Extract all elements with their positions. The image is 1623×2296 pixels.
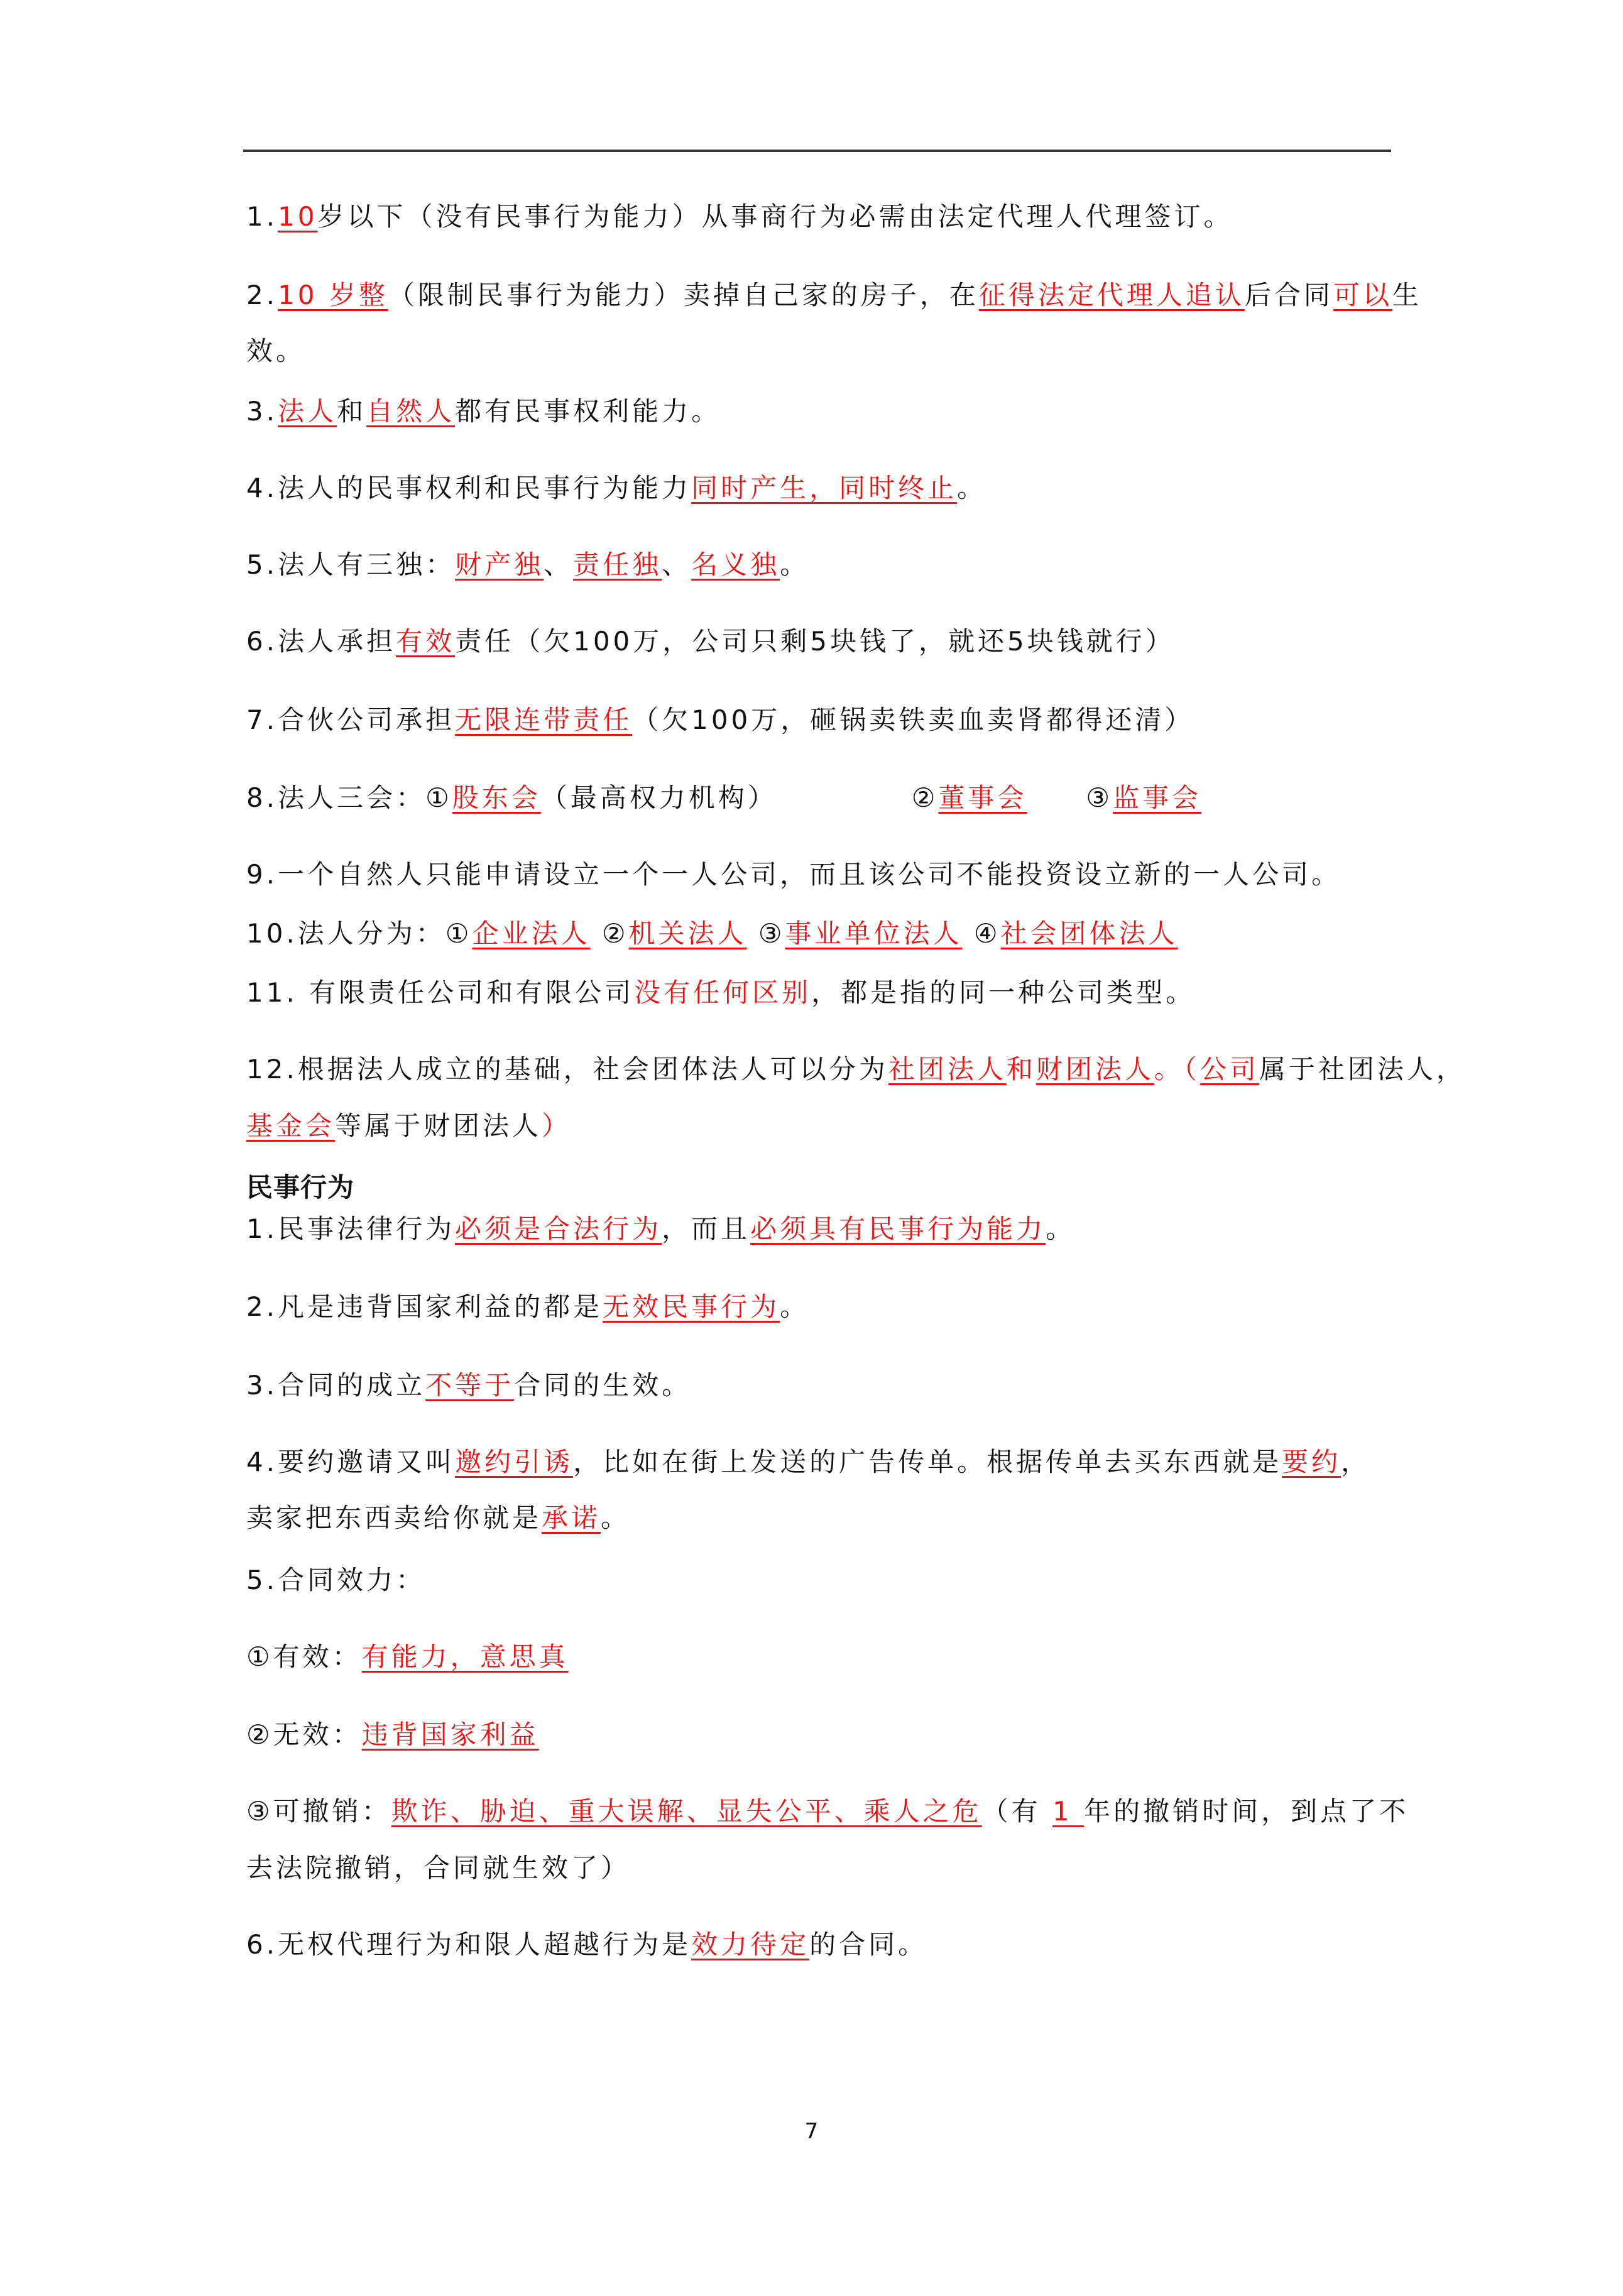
text-segment: 6.法人承担 xyxy=(246,626,396,657)
text-segment: （最高权力机构） ② xyxy=(540,782,939,813)
highlighted-answer: 同时产生，同时终止 xyxy=(691,473,958,503)
text-line xyxy=(246,394,721,429)
highlighted-answer: 效力待定 xyxy=(691,1929,810,1960)
text-line xyxy=(246,547,809,582)
text-segment: ②无效： xyxy=(246,1719,362,1750)
text-segment: 2. xyxy=(246,280,278,310)
text-segment: 后合同 xyxy=(1244,280,1333,310)
text-segment: 8.法人三会：① xyxy=(246,782,452,813)
highlighted-answer: 责任独 xyxy=(573,549,662,580)
highlighted-answer: 财团法人 xyxy=(1036,1054,1154,1085)
text-segment: 属于社团法人， xyxy=(1259,1054,1466,1085)
text-segment: 年的撤销时间，到点了不 xyxy=(1084,1796,1409,1827)
text-segment: ， xyxy=(1341,1446,1371,1477)
highlighted-answer: 公司 xyxy=(1199,1054,1259,1085)
text-line xyxy=(246,1445,1370,1480)
highlighted-answer: 监事会 xyxy=(1113,782,1202,813)
highlighted-answer: 无限连带责任 xyxy=(455,704,633,735)
highlighted-answer: 企业法人 xyxy=(472,918,591,949)
highlighted-answer: 欺诈、胁迫、重大误解、显失公平、乘人之危 xyxy=(391,1796,982,1827)
highlighted-answer: 自然人 xyxy=(366,396,456,427)
text-line xyxy=(246,1794,1409,1829)
text-line xyxy=(246,1563,425,1598)
text-segment: 合同的生效。 xyxy=(514,1370,692,1401)
text-line xyxy=(246,1850,630,1886)
highlighted-answer: 机关法人 xyxy=(628,918,747,949)
text-line xyxy=(246,1501,630,1536)
highlighted-answer: 名义独 xyxy=(691,549,780,580)
highlighted-answer: 有能力，意思真 xyxy=(361,1641,569,1672)
text-segment: 卖家把东西卖给你就是 xyxy=(246,1502,542,1533)
text-segment: 生 xyxy=(1392,280,1422,310)
text-segment: 都有民事权利能力。 xyxy=(455,396,721,427)
text-line xyxy=(246,1211,1075,1247)
text-line xyxy=(246,1108,571,1144)
text-segment: ④ xyxy=(962,918,1001,949)
text-segment: 4.法人的民事权利和民事行为能力 xyxy=(246,473,692,503)
text-segment: 。 xyxy=(780,1291,810,1322)
text-segment: ③ xyxy=(1027,782,1113,813)
highlighted-answer: 事业单位法人 xyxy=(785,918,963,949)
highlighted-answer: 财产独 xyxy=(455,549,544,580)
text-line xyxy=(246,624,1175,659)
page-number: 7 xyxy=(804,2119,819,2144)
text-segment: 等属于财团法人 xyxy=(335,1110,542,1141)
text-segment: （欠100万，砸锅卖铁卖血卖肾都得还清） xyxy=(632,704,1194,735)
header-rule xyxy=(243,150,1391,152)
highlighted-answer: 要约 xyxy=(1282,1446,1342,1477)
text-segment: 10.法人分为：① xyxy=(246,918,473,949)
text-segment: ③ xyxy=(746,918,785,949)
text-segment: ，都是指的同一种公司类型。 xyxy=(811,977,1196,1008)
highlighted-answer: 和 xyxy=(1006,1054,1036,1085)
highlighted-answer: 董事会 xyxy=(938,782,1027,813)
highlighted-answer: 邀约引诱 xyxy=(455,1446,574,1477)
text-segment: 。 xyxy=(780,549,810,580)
text-segment: 。 xyxy=(1046,1213,1076,1244)
text-segment: 、 xyxy=(544,549,574,580)
highlighted-answer: 可以 xyxy=(1333,280,1392,310)
text-segment: 12.根据法人成立的基础，社会团体法人可以分为 xyxy=(246,1054,888,1085)
text-segment: 11. 有限责任公司和有限公司 xyxy=(246,977,635,1008)
text-segment: 责任（欠100万，公司只剩5块钱了，就还5块钱就行） xyxy=(455,626,1175,657)
highlighted-answer: 承诺 xyxy=(542,1502,601,1533)
text-line xyxy=(246,857,1341,892)
text-segment: ①有效： xyxy=(246,1641,362,1672)
text-line xyxy=(246,334,305,369)
highlighted-answer: 没有任何区别 xyxy=(634,977,812,1008)
highlighted-answer: 10 岁整 xyxy=(278,280,388,310)
text-segment: 。 xyxy=(601,1502,631,1533)
text-segment: 5.法人有三独： xyxy=(246,549,456,580)
text-line xyxy=(246,1368,691,1403)
text-segment: 3.合同的成立 xyxy=(246,1370,426,1401)
text-segment: ② xyxy=(590,918,629,949)
highlighted-answer: 无效民事行为 xyxy=(603,1291,780,1322)
text-segment: 和 xyxy=(337,396,367,427)
text-line xyxy=(246,916,1178,951)
highlighted-answer: 基金会 xyxy=(246,1110,336,1141)
text-line xyxy=(246,278,1422,313)
text-segment: （限制民事行为能力）卖掉自己家的房子，在 xyxy=(388,280,979,310)
text-line xyxy=(246,199,1233,234)
highlighted-answer: 。（ xyxy=(1154,1054,1200,1085)
text-segment: 9.一个自然人只能申请设立一个一人公司，而且该公司不能投资设立新的一人公司。 xyxy=(246,859,1342,890)
text-line xyxy=(246,1717,539,1752)
text-line xyxy=(246,1289,809,1325)
text-segment: 1.民事法律行为 xyxy=(246,1213,456,1244)
highlighted-answer: 必须是合法行为 xyxy=(455,1213,662,1244)
highlighted-answer: 法人 xyxy=(278,396,337,427)
highlighted-answer: 社会团体法人 xyxy=(1000,918,1178,949)
text-segment: 7.合伙公司承担 xyxy=(246,704,456,735)
text-segment: 2.凡是违背国家利益的都是 xyxy=(246,1291,603,1322)
text-line xyxy=(246,471,986,506)
text-line xyxy=(246,975,1195,1010)
highlighted-answer: 征得法定代理人追认 xyxy=(978,280,1245,310)
text-segment: ，比如在街上发送的广告传单。根据传单去买东西就是 xyxy=(573,1446,1282,1477)
text-segment: 。 xyxy=(957,473,987,503)
text-line xyxy=(246,702,1194,738)
text-segment: 岁以下（没有民事行为能力）从事商行为必需由法定代理人代理签订。 xyxy=(317,201,1233,232)
text-segment: 、 xyxy=(662,549,692,580)
text-segment: 5.合同效力： xyxy=(246,1565,426,1595)
highlighted-answer: 违背国家利益 xyxy=(361,1719,539,1750)
text-line xyxy=(246,780,1201,816)
highlighted-answer: 1 xyxy=(1052,1796,1085,1827)
text-segment: 的合同。 xyxy=(809,1929,928,1960)
text-segment: 6.无权代理行为和限人超越行为是 xyxy=(246,1929,692,1960)
text-segment: 3. xyxy=(246,396,278,427)
text-line xyxy=(246,1639,569,1675)
text-segment: 1. xyxy=(246,201,278,232)
text-line xyxy=(246,1927,927,1962)
highlighted-answer: 有效 xyxy=(396,626,456,657)
highlighted-answer: 社团法人 xyxy=(888,1054,1007,1085)
highlighted-answer: 必须具有民事行为能力 xyxy=(750,1213,1046,1244)
text-segment: 效。 xyxy=(246,336,306,366)
highlighted-answer: 不等于 xyxy=(425,1370,515,1401)
text-segment: 4.要约邀请又叫 xyxy=(246,1446,456,1477)
section-heading xyxy=(246,1170,354,1205)
highlighted-answer: 10 xyxy=(278,201,318,232)
text-segment: 民事行为 xyxy=(246,1172,355,1203)
text-line xyxy=(246,1052,1466,1087)
text-segment: （有 xyxy=(981,1796,1053,1827)
text-segment: 去法院撤销，合同就生效了） xyxy=(246,1852,631,1883)
text-segment: ③可撤销： xyxy=(246,1796,391,1827)
highlighted-answer: ） xyxy=(542,1110,572,1141)
text-segment: ，而且 xyxy=(662,1213,751,1244)
highlighted-answer: 股东会 xyxy=(452,782,541,813)
